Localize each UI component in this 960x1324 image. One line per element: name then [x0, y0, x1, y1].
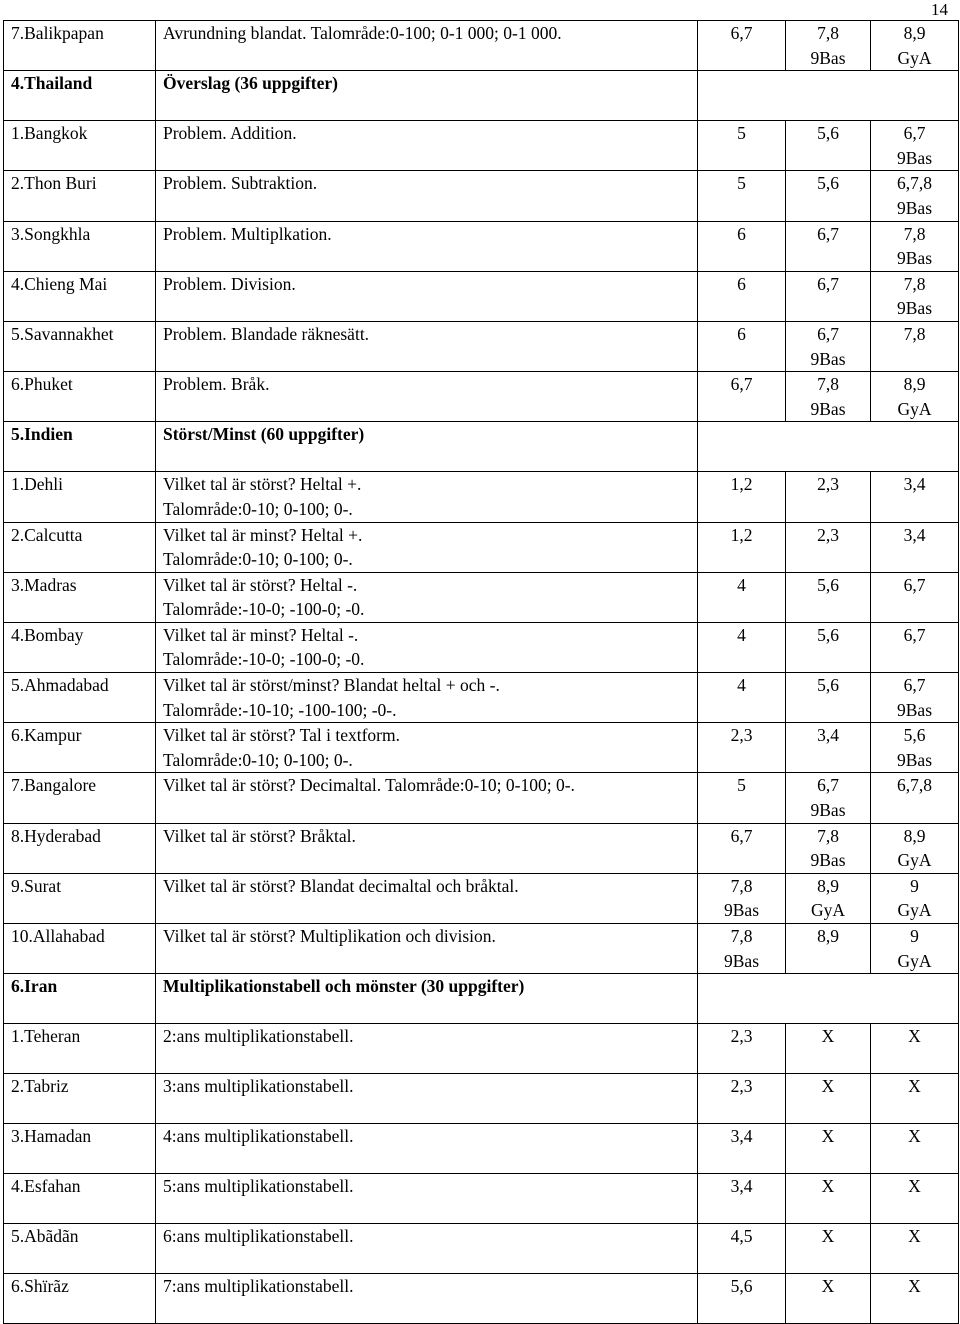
level-1: 3,4	[698, 1174, 786, 1224]
level-3: 8,9 GyA	[871, 21, 959, 71]
table-body	[4, 21, 959, 1324]
section-header-row	[4, 71, 959, 121]
level-1: 6	[698, 321, 786, 371]
exercise-description: 2:ans multiplikationstabell.	[156, 1024, 698, 1074]
exercise-name: 4.Esfahan	[4, 1174, 156, 1224]
level-2: 8,9 GyA	[786, 873, 871, 923]
exercise-name: 7.Bangalore	[4, 773, 156, 823]
level-3: X	[871, 1024, 959, 1074]
exercise-name: 2.Calcutta	[4, 522, 156, 572]
level-2: X	[786, 1024, 871, 1074]
table-row	[4, 873, 959, 923]
level-2: X	[786, 1124, 871, 1174]
table-row	[4, 773, 959, 823]
level-2: 7,8 9Bas	[786, 21, 871, 71]
exercise-name: 2.Thon Buri	[4, 171, 156, 221]
level-3: X	[871, 1124, 959, 1174]
table-row	[4, 472, 959, 522]
empty-cell	[698, 974, 959, 1024]
level-1: 1,2	[698, 472, 786, 522]
exercise-description: Vilket tal är störst/minst? Blandat heltal + och -. Talområde:-10-10; -100-100; -0-.	[156, 673, 698, 723]
exercise-name: 3.Songkhla	[4, 221, 156, 271]
exercise-name: 2.Tabriz	[4, 1074, 156, 1124]
level-2: 5,6	[786, 622, 871, 672]
exercise-description: Vilket tal är störst? Tal i textform. Talområde:0-10; 0-100; 0-.	[156, 723, 698, 773]
exercise-name: 4.Chieng Mai	[4, 271, 156, 321]
exercise-name: 3.Hamadan	[4, 1124, 156, 1174]
level-3: 8,9 GyA	[871, 372, 959, 422]
table-row	[4, 321, 959, 371]
empty-cell	[698, 422, 959, 472]
exercise-name: 6.Phuket	[4, 372, 156, 422]
level-3: X	[871, 1224, 959, 1274]
section-name: 6.Iran	[4, 974, 156, 1024]
level-1: 5,6	[698, 1274, 786, 1324]
level-3: 6,7	[871, 572, 959, 622]
level-1: 2,3	[698, 723, 786, 773]
table-row	[4, 221, 959, 271]
level-1: 4	[698, 673, 786, 723]
level-2: 5,6	[786, 171, 871, 221]
level-2: X	[786, 1174, 871, 1224]
level-3: 3,4	[871, 522, 959, 572]
level-1: 4	[698, 622, 786, 672]
level-1: 6	[698, 221, 786, 271]
exercise-description: Vilket tal är störst? Multiplikation och division.	[156, 924, 698, 974]
exercise-table	[3, 20, 959, 1324]
level-1: 7,8 9Bas	[698, 873, 786, 923]
exercise-description: Problem. Bråk.	[156, 372, 698, 422]
level-2: 5,6	[786, 121, 871, 171]
table-row	[4, 121, 959, 171]
level-2: 5,6	[786, 572, 871, 622]
level-2: X	[786, 1074, 871, 1124]
exercise-name: 1.Bangkok	[4, 121, 156, 171]
exercise-description: 7:ans multiplikationstabell.	[156, 1274, 698, 1324]
exercise-description: 3:ans multiplikationstabell.	[156, 1074, 698, 1124]
table-row	[4, 1274, 959, 1324]
section-name: 4.Thailand	[4, 71, 156, 121]
exercise-name: 1.Teheran	[4, 1024, 156, 1074]
exercise-description: Problem. Blandade räknesätt.	[156, 321, 698, 371]
level-3: 9 GyA	[871, 924, 959, 974]
exercise-name: 10.Allahabad	[4, 924, 156, 974]
exercise-name: 4.Bombay	[4, 622, 156, 672]
level-3: 6,7,8	[871, 773, 959, 823]
section-header-row	[4, 974, 959, 1024]
level-2: 6,7 9Bas	[786, 773, 871, 823]
table-row	[4, 522, 959, 572]
table-row	[4, 823, 959, 873]
exercise-description: Vilket tal är minst? Heltal -. Talområde:-10-0; -100-0; -0.	[156, 622, 698, 672]
table-row	[4, 1024, 959, 1074]
section-name: 5.Indien	[4, 422, 156, 472]
level-1: 3,4	[698, 1124, 786, 1174]
level-1: 4	[698, 572, 786, 622]
level-3: 6,7,8 9Bas	[871, 171, 959, 221]
table-row	[4, 1074, 959, 1124]
exercise-description: Avrundning blandat. Talområde:0-100; 0-1 000; 0-1 000.	[156, 21, 698, 71]
table-row	[4, 21, 959, 71]
exercise-description: Vilket tal är minst? Heltal +. Talområde:0-10; 0-100; 0-.	[156, 522, 698, 572]
level-1: 2,3	[698, 1074, 786, 1124]
level-3: 3,4	[871, 472, 959, 522]
table-row	[4, 1224, 959, 1274]
exercise-description: 5:ans multiplikationstabell.	[156, 1174, 698, 1224]
table-row	[4, 171, 959, 221]
exercise-name: 6.Shïrãz	[4, 1274, 156, 1324]
table-row	[4, 673, 959, 723]
exercise-name: 5.Savannakhet	[4, 321, 156, 371]
exercise-description: Problem. Subtraktion.	[156, 171, 698, 221]
level-2: 2,3	[786, 522, 871, 572]
level-3: 8,9 GyA	[871, 823, 959, 873]
level-2: 7,8 9Bas	[786, 823, 871, 873]
level-3: 7,8	[871, 321, 959, 371]
table-row	[4, 723, 959, 773]
exercise-description: Vilket tal är störst? Heltal +. Talområde:0-10; 0-100; 0-.	[156, 472, 698, 522]
level-2: 8,9	[786, 924, 871, 974]
exercise-description: Vilket tal är störst? Bråktal.	[156, 823, 698, 873]
level-1: 6	[698, 271, 786, 321]
level-3: 5,6 9Bas	[871, 723, 959, 773]
level-3: 6,7 9Bas	[871, 121, 959, 171]
level-2: 5,6	[786, 673, 871, 723]
exercise-description: Vilket tal är störst? Blandat decimaltal och bråktal.	[156, 873, 698, 923]
level-3: X	[871, 1174, 959, 1224]
exercise-description: 6:ans multiplikationstabell.	[156, 1224, 698, 1274]
section-title: Överslag (36 uppgifter)	[156, 71, 698, 121]
exercise-name: 6.Kampur	[4, 723, 156, 773]
exercise-name: 8.Hyderabad	[4, 823, 156, 873]
level-2: 6,7 9Bas	[786, 321, 871, 371]
level-1: 4,5	[698, 1224, 786, 1274]
table-row	[4, 1124, 959, 1174]
level-1: 5	[698, 773, 786, 823]
level-3: X	[871, 1074, 959, 1124]
table-row	[4, 924, 959, 974]
level-3: 9 GyA	[871, 873, 959, 923]
level-2: 6,7	[786, 221, 871, 271]
level-2: 2,3	[786, 472, 871, 522]
exercise-name: 3.Madras	[4, 572, 156, 622]
table-row	[4, 572, 959, 622]
level-2: X	[786, 1274, 871, 1324]
exercise-name: 7.Balikpapan	[4, 21, 156, 71]
exercise-description: 4:ans multiplikationstabell.	[156, 1124, 698, 1174]
level-2: 6,7	[786, 271, 871, 321]
level-2: 7,8 9Bas	[786, 372, 871, 422]
exercise-description: Problem. Multiplkation.	[156, 221, 698, 271]
level-1: 5	[698, 121, 786, 171]
exercise-description: Problem. Addition.	[156, 121, 698, 171]
level-1: 6,7	[698, 823, 786, 873]
page-number: 14	[931, 0, 948, 19]
level-1: 1,2	[698, 522, 786, 572]
level-3: 7,8 9Bas	[871, 221, 959, 271]
level-2: X	[786, 1224, 871, 1274]
empty-cell	[698, 71, 959, 121]
level-1: 5	[698, 171, 786, 221]
level-3: 6,7	[871, 622, 959, 672]
level-3: X	[871, 1274, 959, 1324]
level-1: 6,7	[698, 21, 786, 71]
level-2: 3,4	[786, 723, 871, 773]
level-3: 6,7 9Bas	[871, 673, 959, 723]
table-row	[4, 622, 959, 672]
exercise-description: Vilket tal är störst? Decimaltal. Talområde:0-10; 0-100; 0-.	[156, 773, 698, 823]
exercise-name: 5.Abãdãn	[4, 1224, 156, 1274]
level-3: 7,8 9Bas	[871, 271, 959, 321]
exercise-description: Vilket tal är störst? Heltal -. Talområde:-10-0; -100-0; -0.	[156, 572, 698, 622]
exercise-description: Problem. Division.	[156, 271, 698, 321]
table-row	[4, 1174, 959, 1224]
level-1: 6,7	[698, 372, 786, 422]
exercise-name: 5.Ahmadabad	[4, 673, 156, 723]
table-row	[4, 372, 959, 422]
exercise-name: 1.Dehli	[4, 472, 156, 522]
table-row	[4, 271, 959, 321]
section-header-row	[4, 422, 959, 472]
level-1: 7,8 9Bas	[698, 924, 786, 974]
section-title: Störst/Minst (60 uppgifter)	[156, 422, 698, 472]
level-1: 2,3	[698, 1024, 786, 1074]
exercise-name: 9.Surat	[4, 873, 156, 923]
section-title: Multiplikationstabell och mönster (30 uppgifter)	[156, 974, 698, 1024]
